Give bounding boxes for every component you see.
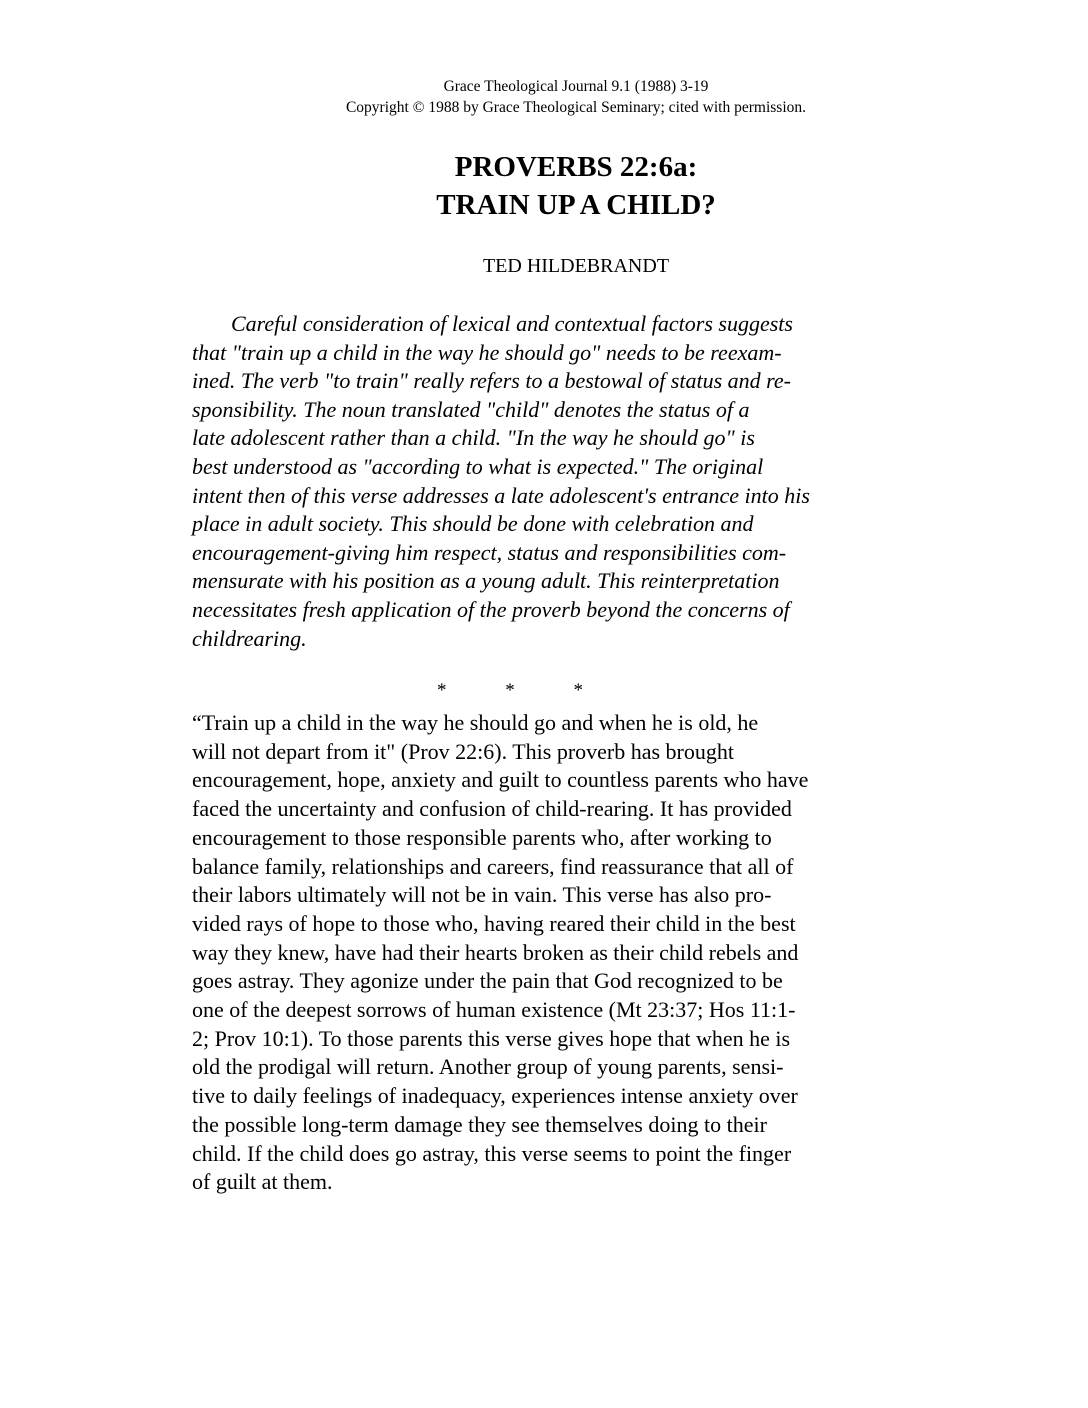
abstract-line: that "train up a child in the way he should go" needs to be reexam-: [192, 339, 782, 365]
abstract-line: late adolescent rather than a child. "In the way he should go" is: [192, 425, 755, 451]
body-line: vided rays of hope to those who, having reared their child in the best: [192, 910, 796, 936]
abstract-line: best understood as "according to what is expected." The original: [192, 453, 764, 479]
abstract-line: encouragement-giving him respect, status and responsibilities com-: [192, 539, 787, 565]
article-title-line-1: PROVERBS 22:6a:: [454, 151, 698, 183]
body-line: balance family, relationships and careers, find reassurance that all of: [192, 853, 794, 879]
abstract-line: place in adult society. This should be done with celebration and: [192, 511, 754, 537]
abstract: [192, 310, 902, 653]
body-line: encouragement to those responsible parents who, after working to: [192, 824, 772, 850]
abstract-line: intent then of this verse addresses a late adolescent's entrance into his: [192, 482, 810, 508]
body-line: old the prodigal will return. Another group of young parents, sensi-: [192, 1054, 784, 1080]
body-line: faced the uncertainty and confusion of child-rearing. It has provided: [192, 796, 792, 822]
body-line: goes astray. They agonize under the pain that God recognized to be: [192, 968, 783, 994]
author-name: TED HILDEBRANDT: [482, 255, 670, 277]
separator-asterisk: *: [573, 680, 583, 701]
body-line: 2; Prov 10:1). To those parents this verse gives hope that when he is: [192, 1025, 791, 1051]
separator-asterisk: *: [505, 680, 515, 701]
body-line: tive to daily feelings of inadequacy, experiences intense anxiety over: [192, 1083, 798, 1109]
body-line: child. If the child does go astray, this verse seems to point the finger: [192, 1140, 792, 1166]
article-title-line-2: TRAIN UP A CHILD?: [436, 189, 716, 221]
body-line: way they knew, have had their hearts broken as their child rebels and: [192, 939, 799, 965]
abstract-line: mensurate with his position as a young adult. This reinterpretation: [192, 568, 780, 594]
body-paragraph: [192, 709, 912, 1197]
section-separator: [0, 680, 1020, 702]
separator-asterisk: *: [437, 680, 447, 701]
abstract-line: ined. The verb "to train" really refers to a bestowal of status and re-: [192, 368, 791, 394]
abstract-line: childrearing.: [192, 625, 307, 651]
body-line: encouragement, hope, anxiety and guilt to countless parents who have: [192, 767, 809, 793]
body-line: one of the deepest sorrows of human existence (Mt 23:37; Hos 11:1-: [192, 997, 796, 1023]
copyright-notice: Copyright © 1988 by Grace Theological Seminary; cited with permission.: [345, 99, 807, 116]
journal-citation: Grace Theological Journal 9.1 (1988) 3-19: [443, 78, 709, 95]
body-line: will not depart from it" (Prov 22:6). This proverb has brought: [192, 738, 734, 764]
article-title: [0, 148, 1088, 224]
abstract-line: sponsibility. The noun translated "child" denotes the status of a: [192, 396, 750, 422]
abstract-line: Careful consideration of lexical and contextual factors suggests: [231, 311, 793, 336]
body-line: of guilt at them.: [192, 1169, 333, 1195]
abstract-line: necessitates fresh application of the proverb beyond the concerns of: [192, 596, 790, 622]
body-line: the possible long-term damage they see themselves doing to their: [192, 1111, 767, 1137]
journal-header: [0, 76, 1088, 118]
body-line: “Train up a child in the way he should go and when he is old, he: [192, 710, 759, 735]
body-line: their labors ultimately will not be in vain. This verse has also pro-: [192, 882, 772, 908]
